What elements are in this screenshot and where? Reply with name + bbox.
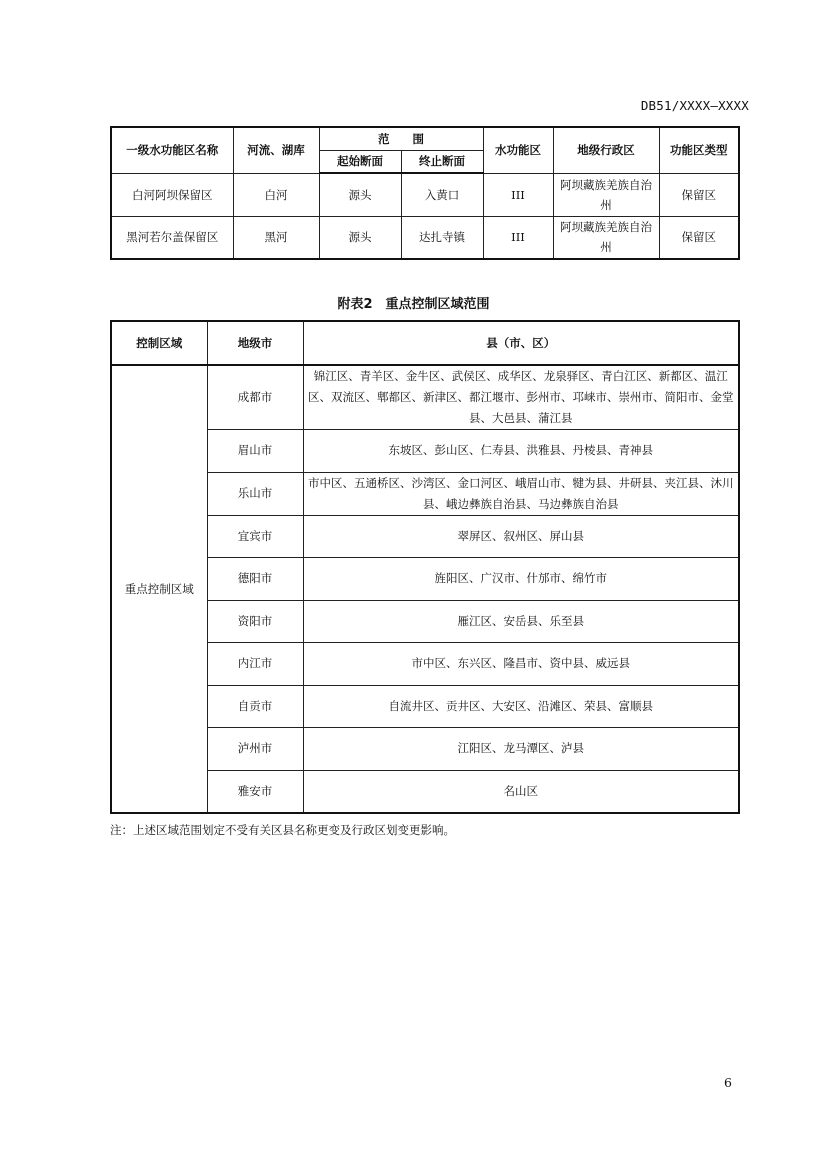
counties-cell: 市中区、东兴区、隆昌市、资中县、威远县 (303, 643, 739, 686)
river-cell: 黑河 (233, 216, 319, 259)
city-cell: 德阳市 (207, 558, 303, 601)
city-cell: 泸州市 (207, 728, 303, 771)
admin-cell: 阿坝藏族羌族自治州 (553, 216, 659, 259)
city-cell: 眉山市 (207, 430, 303, 473)
end-cell: 达扎寺镇 (401, 216, 483, 259)
city-cell: 乐山市 (207, 472, 303, 515)
type-cell: 保留区 (659, 216, 739, 259)
city-cell: 内江市 (207, 643, 303, 686)
counties-cell: 东坡区、彭山区、仁寿县、洪雅县、丹棱县、青神县 (303, 430, 739, 473)
page-number: 6 (724, 1075, 732, 1090)
type-cell: 保留区 (659, 173, 739, 216)
control-area-cell: 重点控制区域 (111, 365, 207, 813)
header-county: 县（市、区） (303, 321, 739, 365)
footnote: 注：上述区域范围划定不受有关区县名称更变及行政区划变更影响。 (110, 823, 455, 837)
counties-cell: 江阳区、龙马潭区、泸县 (303, 728, 739, 771)
header-end-section: 终止断面 (401, 150, 483, 173)
header-zone-name: 一级水功能区名称 (111, 127, 233, 173)
header-river: 河流、湖库 (233, 127, 319, 173)
function-zone-cell: III (483, 173, 553, 216)
counties-cell: 名山区 (303, 770, 739, 813)
header-function-zone: 水功能区 (483, 127, 553, 173)
header-range: 范 围 (319, 127, 483, 150)
counties-cell: 自流井区、贡井区、大安区、沿滩区、荣县、富顺县 (303, 685, 739, 728)
start-cell: 源头 (319, 216, 401, 259)
city-cell: 宜宾市 (207, 515, 303, 558)
key-control-area-table (110, 320, 740, 814)
zone-name-cell: 白河阿坝保留区 (111, 173, 233, 216)
header-zone-type: 功能区类型 (659, 127, 739, 173)
city-cell: 资阳市 (207, 600, 303, 643)
header-start-section: 起始断面 (319, 150, 401, 173)
zone-name-cell: 黑河若尔盖保留区 (111, 216, 233, 259)
end-cell: 入黄口 (401, 173, 483, 216)
counties-cell: 翠屏区、叙州区、屏山县 (303, 515, 739, 558)
start-cell: 源头 (319, 173, 401, 216)
city-cell: 雅安市 (207, 770, 303, 813)
counties-cell: 旌阳区、广汉市、什邡市、绵竹市 (303, 558, 739, 601)
counties-cell: 市中区、五通桥区、沙湾区、金口河区、峨眉山市、犍为县、井研县、夹江县、沐川县、峨边彝族自治县、马边彝族自治县 (303, 472, 739, 515)
header-admin-region: 地级行政区 (553, 127, 659, 173)
table-row (111, 365, 739, 430)
counties-cell: 雁江区、安岳县、乐至县 (303, 600, 739, 643)
table-row (111, 173, 739, 216)
water-function-zone-table (110, 126, 740, 260)
city-cell: 成都市 (207, 365, 303, 430)
table-row (111, 216, 739, 259)
city-cell: 自贡市 (207, 685, 303, 728)
header-control-area: 控制区域 (111, 321, 207, 365)
river-cell: 白河 (233, 173, 319, 216)
admin-cell: 阿坝藏族羌族自治州 (553, 173, 659, 216)
function-zone-cell: III (483, 216, 553, 259)
table2-caption: 附表2 重点控制区域范围 (337, 297, 490, 312)
header-city: 地级市 (207, 321, 303, 365)
counties-cell: 锦江区、青羊区、金牛区、武侯区、成华区、龙泉驿区、青白江区、新都区、温江区、双流区、郫都区、新津区、都江堰市、彭州市、邛崃市、崇州市、简阳市、金堂县、大邑县、蒲江县 (303, 365, 739, 430)
document-code: DB51/XXXX—XXXX (640, 98, 749, 113)
